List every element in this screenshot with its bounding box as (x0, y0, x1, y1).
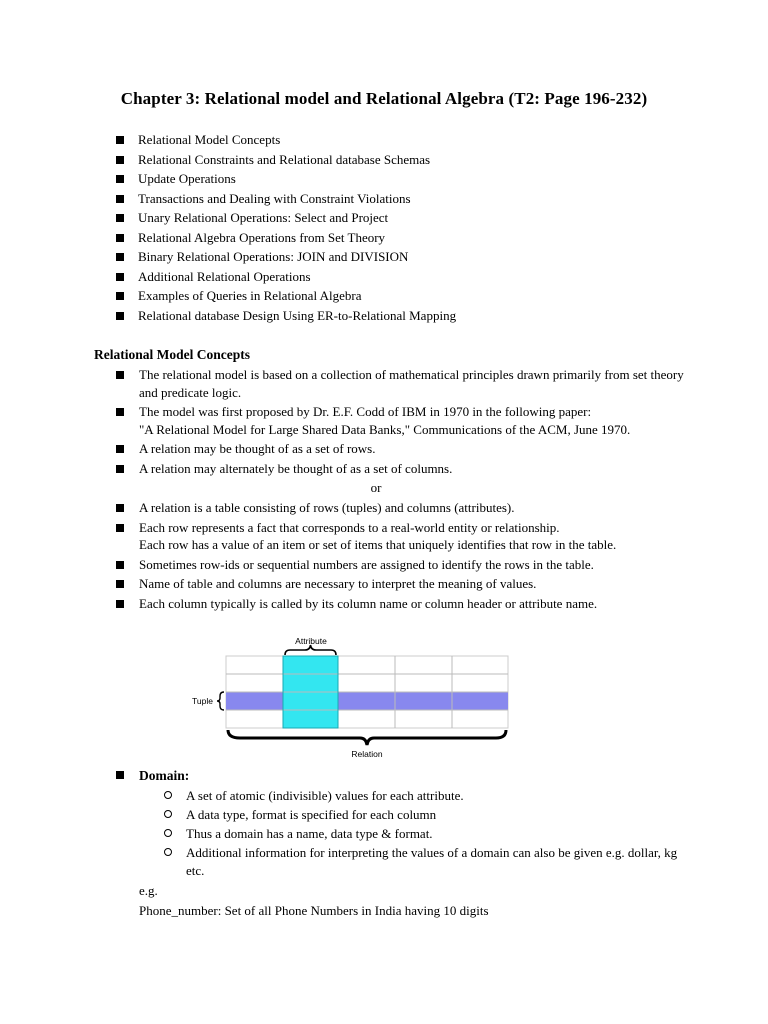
concept-item (116, 519, 686, 554)
square-bullet-icon (116, 408, 124, 416)
outline-item-text: Unary Relational Operations: Select and Project (138, 210, 389, 225)
domain-heading: Domain: (139, 768, 190, 783)
domain-sub-text: A set of atomic (indivisible) values for each attribute. (186, 788, 464, 803)
square-bullet-icon (116, 600, 124, 608)
circle-bullet-icon (164, 829, 172, 837)
relation-brace-icon (228, 730, 506, 745)
domain-sub-item (162, 806, 682, 824)
outline-item-text: Binary Relational Operations: JOIN and DIVISION (138, 249, 409, 264)
concept-item (116, 575, 686, 593)
domain-sub-item (162, 787, 682, 805)
concept-text: Each row represents a fact that corresponds to a real-world entity or relationship. (139, 519, 560, 535)
outline-item-text: Relational Constraints and Relational database Schemas (138, 151, 431, 167)
tuple-brace-icon (217, 692, 224, 710)
concept-text: A relation may alternately be thought of as a set of columns. (139, 460, 453, 476)
square-bullet-icon (116, 273, 124, 281)
example-text: Phone_number: Set of all Phone Numbers in India having 10 digits (139, 903, 489, 918)
square-bullet-icon (116, 312, 124, 320)
outline-item-text: Relational Algebra Operations from Set Theory (138, 229, 386, 245)
or-separator: or (370, 480, 382, 495)
square-bullet-icon (116, 561, 124, 569)
tuple-row-highlight (226, 692, 508, 710)
outline-item (116, 150, 456, 170)
paper-citation: "A Relational Model for Large Shared Data Banks," Communications of the ACM, June 1970. (139, 421, 631, 437)
concept-item (116, 403, 686, 438)
square-bullet-icon (116, 445, 124, 453)
domain-sub-text: A data type, format is specified for each column (186, 807, 437, 822)
square-bullet-icon (116, 504, 124, 512)
square-bullet-icon (116, 156, 124, 164)
concept-item (116, 556, 686, 574)
circle-bullet-icon (164, 848, 172, 856)
square-bullet-icon (116, 524, 124, 532)
outline-item-text: Transactions and Dealing with Constraint Violations (138, 190, 411, 206)
relation-diagram (190, 638, 520, 763)
square-bullet-icon (116, 465, 124, 473)
outline-item (116, 130, 456, 150)
square-bullet-icon (116, 214, 124, 222)
concept-text: The model was first proposed by Dr. E.F. Codd of IBM in 1970 in the following paper: (139, 404, 592, 419)
concept-item (116, 499, 686, 517)
square-bullet-icon (116, 371, 124, 379)
outline-item (116, 208, 456, 228)
square-bullet-icon (116, 175, 124, 183)
outline-item (116, 306, 456, 326)
concept-item (116, 366, 686, 401)
square-bullet-icon (116, 136, 124, 144)
domain-sub-text: Thus a domain has a name, data type & format. (186, 826, 433, 841)
outline-item (116, 286, 456, 306)
chapter-title: Chapter 3: Relational model and Relational Algebra (T2: Page 196-232) (120, 89, 648, 108)
concept-item (116, 440, 686, 458)
square-bullet-icon (116, 234, 124, 242)
square-bullet-icon (116, 292, 124, 300)
domain-sub-item (162, 844, 682, 880)
outline-item (116, 247, 456, 267)
attribute-brace-icon (285, 645, 336, 655)
outline-item (116, 189, 456, 209)
square-bullet-icon (116, 771, 124, 779)
chapter-outline-list (116, 130, 456, 325)
circle-bullet-icon (164, 810, 172, 818)
concept-text: The relational model is based on a collection of mathematical principles drawn primarily from set theory and predicate logic. (139, 367, 684, 400)
tuple-label: Tuple (192, 696, 213, 706)
domain-heading-item (116, 766, 716, 785)
example-label: e.g. (139, 883, 158, 898)
domain-section (116, 766, 716, 920)
concept-text: Name of table and columns are necessary to interpret the meaning of values. (139, 576, 537, 591)
concept-item (116, 460, 686, 478)
outline-item-text: Additional Relational Operations (138, 268, 311, 284)
concepts-list (116, 366, 686, 614)
outline-item (116, 169, 456, 189)
outline-item-text: Relational Model Concepts (138, 132, 281, 147)
concept-item (116, 595, 686, 613)
square-bullet-icon (116, 253, 124, 261)
outline-item-text: Update Operations (138, 171, 236, 186)
concept-text: A relation may be thought of as a set of rows. (139, 441, 376, 456)
circle-bullet-icon (164, 791, 172, 799)
domain-sub-item (162, 825, 682, 843)
concept-text: Each column typically is called by its column name or column header or attribute name. (139, 595, 598, 611)
outline-item (116, 267, 456, 287)
outline-item-text: Relational database Design Using ER-to-Relational Mapping (138, 307, 457, 323)
concept-text-continued: Each row has a value of an item or set of items that uniquely identifies that row in the table. (139, 537, 617, 552)
concept-text: A relation is a table consisting of rows (tuples) and columns (attributes). (139, 500, 515, 515)
concept-text: Sometimes row-ids or sequential numbers are assigned to identify the rows in the table. (139, 556, 594, 572)
square-bullet-icon (116, 580, 124, 588)
section-heading: Relational Model Concepts (94, 347, 250, 362)
attribute-label: Attribute (295, 638, 327, 646)
domain-sub-text: Additional information for interpreting the values of a domain can also be given e.g. dollar, kg etc. (186, 845, 678, 878)
square-bullet-icon (116, 195, 124, 203)
relation-label: Relation (351, 749, 383, 759)
outline-item (116, 228, 456, 248)
outline-item-text: Examples of Queries in Relational Algebra (138, 288, 362, 303)
domain-sub-list (162, 787, 682, 880)
